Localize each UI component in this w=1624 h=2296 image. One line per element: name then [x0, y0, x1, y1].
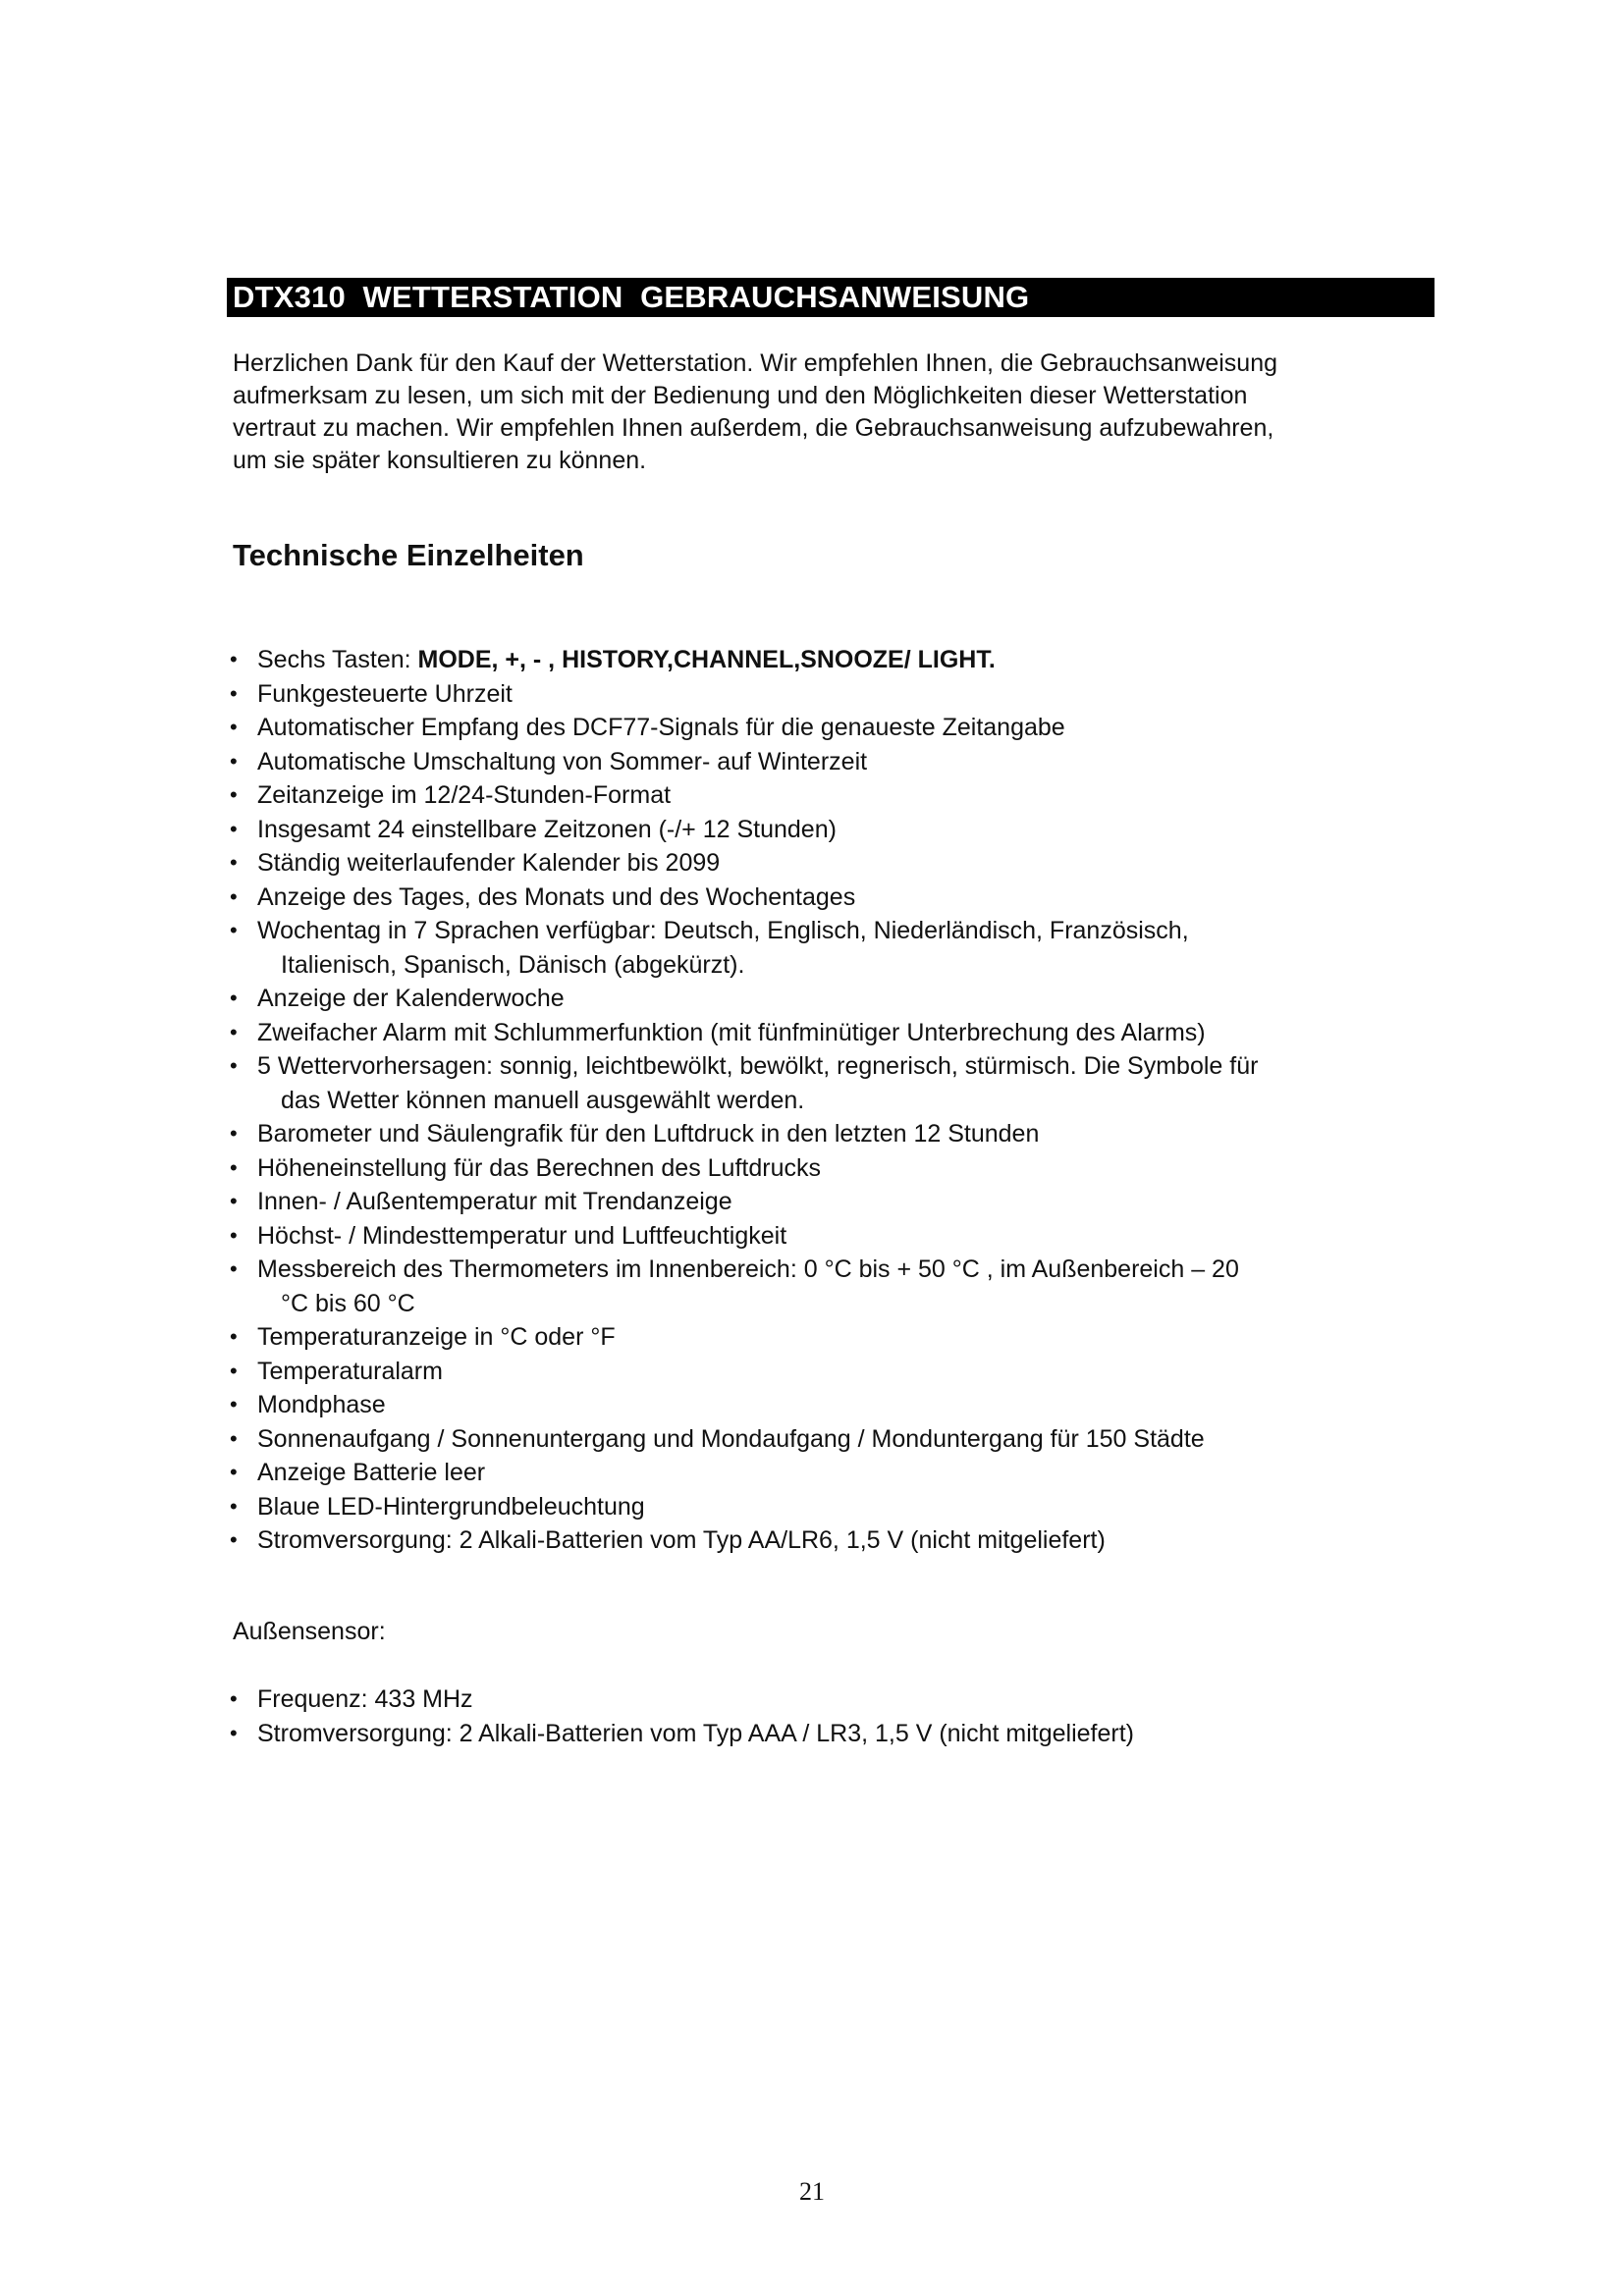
list-item: • Blaue LED-Hintergrundbeleuchtung: [230, 1490, 1258, 1524]
list-item: • Ständig weiterlaufender Kalender bis 2099: [230, 846, 1258, 881]
intro-line: aufmerksam zu lesen, um sich mit der Bedienung und den Möglichkeiten dieser Wetterstation: [233, 382, 1248, 409]
list-item-line: Messbereich des Thermometers im Innenbereich: 0 °C bis + 50 °C , im Außenbereich – 20: [257, 1255, 1239, 1283]
list-item: • Höheneinstellung für das Berechnen des Luftdrucks: [230, 1151, 1258, 1186]
list-item: • Anzeige der Kalenderwoche: [230, 982, 1258, 1016]
list-item: • Mondphase: [230, 1388, 1258, 1422]
list-item: • Funkgesteuerte Uhrzeit: [230, 677, 1258, 712]
page-number: 21: [799, 2177, 825, 2206]
intro-paragraph: [233, 347, 1431, 477]
list-item: • Automatischer Empfang des DCF77-Signals für die genaueste Zeitangabe: [230, 711, 1258, 745]
intro-line: vertraut zu machen. Wir empfehlen Ihnen außerdem, die Gebrauchsanweisung aufzubewahren,: [233, 414, 1274, 442]
list-item: • Anzeige Batterie leer: [230, 1456, 1258, 1490]
document-title: DTX310 WETTERSTATION GEBRAUCHSANWEISUNG: [227, 278, 1435, 317]
sensor-label: Außensensor:: [233, 1618, 386, 1645]
list-item: • Anzeige des Tages, des Monats und des Wochentages: [230, 881, 1258, 915]
list-item: • Stromversorgung: 2 Alkali-Batterien vom Typ AA/LR6, 1,5 V (nicht mitgeliefert): [230, 1523, 1258, 1558]
list-item: • Barometer und Säulengrafik für den Luftdruck in den letzten 12 Stunden: [230, 1117, 1258, 1151]
list-item-continuation: Italienisch, Spanisch, Dänisch (abgekürzt).: [281, 950, 745, 979]
list-item: • Höchst- / Mindesttemperatur und Luftfeuchtigkeit: [230, 1219, 1258, 1254]
list-item: • Temperaturalarm: [230, 1355, 1258, 1389]
list-item-line: Wochentag in 7 Sprachen verfügbar: Deutsch, Englisch, Niederländisch, Französisch,: [257, 917, 1189, 944]
list-item: [230, 643, 1258, 677]
buttons-prefix: Sechs Tasten:: [257, 646, 418, 673]
list-item: • Zweifacher Alarm mit Schlummerfunktion (mit fünfminütiger Unterbrechung des Alarms): [230, 1016, 1258, 1050]
list-item-line: 5 Wettervorhersagen: sonnig, leichtbewölkt, bewölkt, regnerisch, stürmisch. Die Symbole für: [257, 1052, 1259, 1080]
list-item: • Stromversorgung: 2 Alkali-Batterien vom Typ AAA / LR3, 1,5 V (nicht mitgeliefert): [230, 1717, 1134, 1751]
sensor-spec-list: [230, 1682, 1134, 1750]
buttons-names: MODE, +, - , HISTORY,CHANNEL,SNOOZE/ LIGHT.: [417, 646, 996, 673]
list-item: • Innen- / Außentemperatur mit Trendanzeige: [230, 1185, 1258, 1219]
intro-line: um sie später konsultieren zu können.: [233, 447, 647, 474]
list-item: • Frequenz: 433 MHz: [230, 1682, 1134, 1717]
list-item: • Sonnenaufgang / Sonnenuntergang und Mondaufgang / Monduntergang für 150 Städte: [230, 1422, 1258, 1457]
tech-spec-list: [230, 643, 1258, 1558]
list-item: • Automatische Umschaltung von Sommer- auf Winterzeit: [230, 745, 1258, 779]
list-item: • Insgesamt 24 einstellbare Zeitzonen (-/+ 12 Stunden): [230, 813, 1258, 847]
list-item: [230, 914, 1258, 982]
list-item-continuation: °C bis 60 °C: [281, 1289, 415, 1317]
list-item: [230, 1049, 1258, 1117]
list-item-continuation: das Wetter können manuell ausgewählt werden.: [281, 1086, 805, 1114]
section-heading: Technische Einzelheiten: [233, 538, 584, 572]
list-item: [230, 1253, 1258, 1320]
list-item: • Zeitanzeige im 12/24-Stunden-Format: [230, 778, 1258, 813]
list-item: • Temperaturanzeige in °C oder °F: [230, 1320, 1258, 1355]
intro-line: Herzlichen Dank für den Kauf der Wetterstation. Wir empfehlen Ihnen, die Gebrauchsanweisung: [233, 349, 1278, 377]
